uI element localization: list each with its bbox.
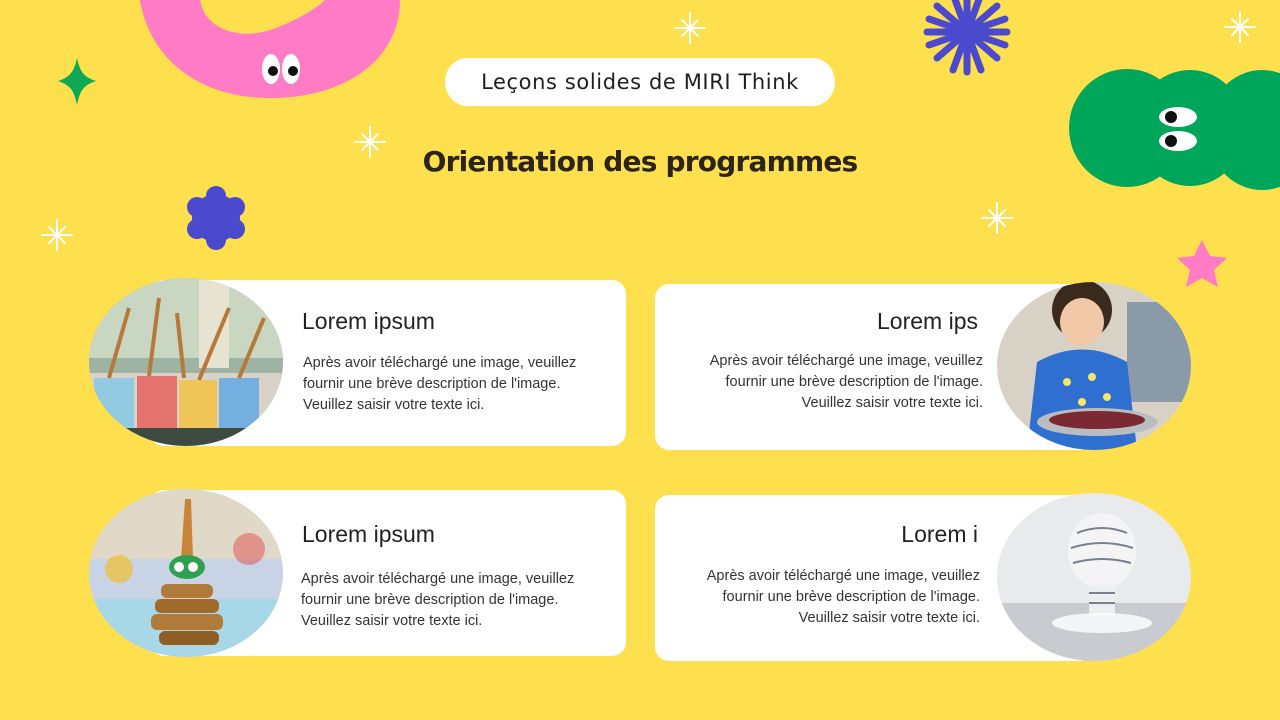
- card-2-title: Lorem ips: [877, 308, 978, 334]
- card-3-desc-line-2: fournir une brève description de l'image.: [301, 592, 559, 608]
- card-1-desc-line-1: Après avoir téléchargé une image, veuillez: [303, 355, 577, 371]
- card-2-desc-line-3: Veuillez saisir votre texte ici.: [801, 395, 983, 411]
- card-4-description: [660, 566, 980, 629]
- card-1-title: Lorem ipsum: [302, 308, 435, 334]
- blue-flower-icon: [187, 186, 245, 250]
- card-4-desc-line-1: Après avoir téléchargé une image, veuillez: [706, 568, 980, 584]
- page-title: Orientation des programmes: [422, 145, 858, 178]
- pink-star-icon: [1177, 240, 1227, 287]
- paper-lightbulb-photo: [997, 493, 1191, 661]
- card-1-desc-line-3: Veuillez saisir votre texte ici.: [303, 397, 485, 413]
- pink-arch-icon: [140, 0, 400, 98]
- card-2-desc-line-2: fournir une brève description de l'image.: [725, 374, 983, 390]
- subtitle-text: Leçons solides de MIRI Think: [481, 70, 799, 94]
- card-2-desc-line-1: Après avoir téléchargé une image, veuillez: [709, 353, 983, 369]
- card-2-description: [660, 351, 983, 414]
- card-4-desc-line-3: Veuillez saisir votre texte ici.: [798, 610, 980, 626]
- card-1-description: [303, 353, 613, 416]
- card-4-desc-line-2: fournir une brève description de l'image.: [722, 589, 980, 605]
- card-3-description: [301, 569, 613, 632]
- green-sparkle-icon: [58, 58, 96, 105]
- card-3-title: Lorem ipsum: [302, 521, 435, 547]
- child-with-bowl-photo: [997, 282, 1191, 450]
- blue-starburst-icon: [927, 0, 1007, 72]
- clay-sculpture-photo: [89, 489, 283, 657]
- card-1-desc-line-2: fournir une brève description de l'image.: [303, 376, 561, 392]
- card-3-desc-line-3: Veuillez saisir votre texte ici.: [301, 613, 483, 629]
- subtitle-pill: [445, 58, 835, 106]
- card-4-title: Lorem i: [901, 521, 978, 547]
- card-3-desc-line-1: Après avoir téléchargé une image, veuillez: [301, 571, 575, 587]
- paint-brushes-jars-photo: [89, 278, 283, 446]
